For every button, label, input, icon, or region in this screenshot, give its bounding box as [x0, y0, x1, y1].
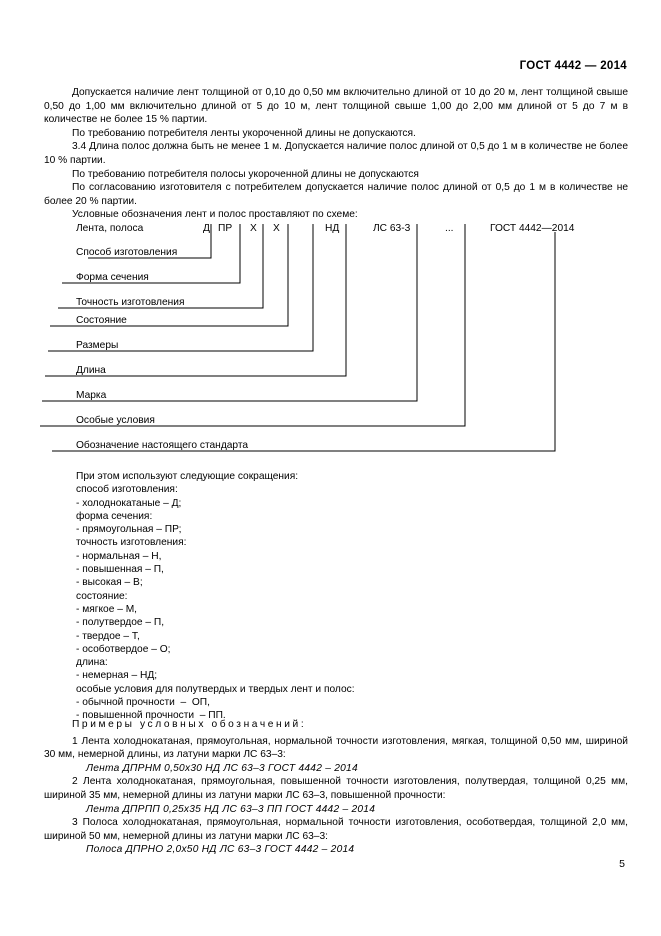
examples-block	[44, 718, 628, 857]
example-designation: Лента ДПРНМ 0,50х30 НД ЛС 63–3 ГОСТ 4442 – 2014	[86, 762, 358, 774]
scheme-code-marka: ЛС 63-3	[373, 223, 411, 234]
abbreviation-line: - нормальная – Н,	[76, 550, 162, 562]
abbreviations-intro: При этом используют следующие сокращения:	[76, 471, 299, 482]
scheme-svg	[0, 218, 661, 458]
abbreviation-line: длина:	[76, 657, 108, 669]
abbreviations-block	[76, 470, 355, 723]
paragraph-consumer-request-tapes: По требованию потребителя ленты укороченной длины не допускаются.	[72, 127, 416, 139]
example-designation: Лента ДПРПП 0,25х35 НД ЛС 63–3 ПП ГОСТ 4442 – 2014	[86, 803, 376, 815]
scheme-label-sposob-izgotovleniya: Способ изготовления	[76, 247, 178, 258]
paragraph-manufacturer-agreement: По согласованию изготовителя с потребителем допускается наличие полос длиной от 0,5 до 1 м в количестве не более 20 % партии.	[44, 182, 628, 207]
scheme-title: Лента, полоса	[76, 223, 144, 234]
scheme-label-razmery: Размеры	[76, 340, 119, 351]
abbreviation-line: - немерная – НД;	[76, 670, 158, 682]
abbreviation-line: - мягкое – М,	[76, 603, 138, 615]
abbreviation-line: - прямоугольная – ПР;	[76, 524, 182, 536]
abbreviation-line: - повышенной прочности – ПП.	[76, 710, 226, 722]
abbreviation-line: особые условия для полутвердых и твердых лент и полос:	[76, 683, 355, 695]
example-description: 1 Лента холоднокатаная, прямоугольная, нормальной точности изготовления, мягкая, толщиной 0,50 мм, шириной 30 мм, немерной длины, из латуни марки ЛС 63–3:	[44, 735, 628, 761]
paragraph-clause-3-4-strip-length: 3.4 Длина полос должна быть не менее 1 м. Допускается наличие полос длиной от 0,5 до 1 м в количестве не более 10 % партии.	[44, 141, 628, 166]
abbreviation-line: - обычной прочности – ОП,	[76, 697, 210, 709]
abbreviation-line: - высокая – В;	[76, 577, 143, 589]
scheme-code-forma: ПР	[218, 223, 233, 234]
scheme-label-marka: Марка	[76, 390, 107, 401]
scheme-code-tochnost: Х	[250, 223, 257, 234]
scheme-code-sposob: Д	[203, 223, 210, 234]
scheme-label-osobye-usloviya: Особые условия	[76, 415, 155, 426]
abbreviation-line: - повышенная – П,	[76, 564, 164, 576]
abbreviation-line: форма сечения:	[76, 510, 153, 522]
abbreviation-line: - холоднокатаные – Д;	[76, 497, 182, 509]
paragraph-consumer-request-strips: По требованию потребителя полосы укороченной длины не допускаются	[72, 168, 419, 180]
example-description: 3 Полоса холоднокатаная, прямоугольная, нормальной точности изготовления, особотвердая, толщиной 2,0 мм, шириной 50 мм, немерной длины из латуни марки ЛС 63–3:	[44, 817, 628, 842]
example-designation: Полоса ДПРНО 2,0х50 НД ЛС 63–3 ГОСТ 4442 – 2014	[86, 844, 355, 856]
scheme-label-tochnost-izgotovleniya: Точность изготовления	[76, 297, 185, 308]
abbreviation-line: - твердое – Т,	[76, 630, 140, 642]
scheme-code-sostoyanie: Х	[273, 223, 280, 234]
scheme-code-osobye: ...	[445, 223, 454, 234]
body-text-block	[44, 86, 628, 222]
scheme-label-dlina: Длина	[76, 365, 106, 376]
scheme-label-forma-secheniya: Форма сечения	[76, 272, 149, 283]
paragraph-designation-scheme-intro: Условные обозначения лент и полос проставляют по схеме:	[72, 209, 358, 221]
example-description: 2 Лента холоднокатаная, прямоугольная, повышенной точности изготовления, полутвердая, толщиной 0,25 мм, шириной 35 мм, немерной длины из латуни марки ЛС 63–3, повышенной прочности:	[44, 776, 628, 801]
scheme-code-standart: ГОСТ 4442—2014	[490, 223, 575, 234]
page-number: 5	[619, 858, 625, 870]
abbreviation-line: точность изготовления:	[76, 537, 187, 549]
abbreviation-line: - особотвердое – О;	[76, 643, 171, 655]
scheme-label-oboznachenie-standarta: Обозначение настоящего стандарта	[76, 440, 249, 451]
designation-scheme-diagram	[0, 218, 661, 458]
abbreviation-line: способ изготовления:	[76, 484, 178, 496]
page-header-standard-number: ГОСТ 4442 — 2014	[519, 60, 627, 72]
scheme-code-dlina: НД	[325, 223, 340, 234]
abbreviation-line: - полутвердое – П,	[76, 617, 165, 629]
scheme-label-sostoyanie: Состояние	[76, 315, 127, 326]
examples-heading: Примеры условных обозначений:	[72, 719, 307, 730]
abbreviation-line: состояние:	[76, 590, 128, 602]
paragraph-tape-length-tolerance: Допускается наличие лент толщиной от 0,10 до 0,50 мм включительно длиной от 10 до 20 м, лент толщиной свыше 0,50 до 1,00 мм включительно длиной от 5 до 10 м, лент толщиной свыше 1,00 до 2,00 мм длиной от 5 до 7 м в количестве не более 15 % партии.	[44, 87, 628, 126]
